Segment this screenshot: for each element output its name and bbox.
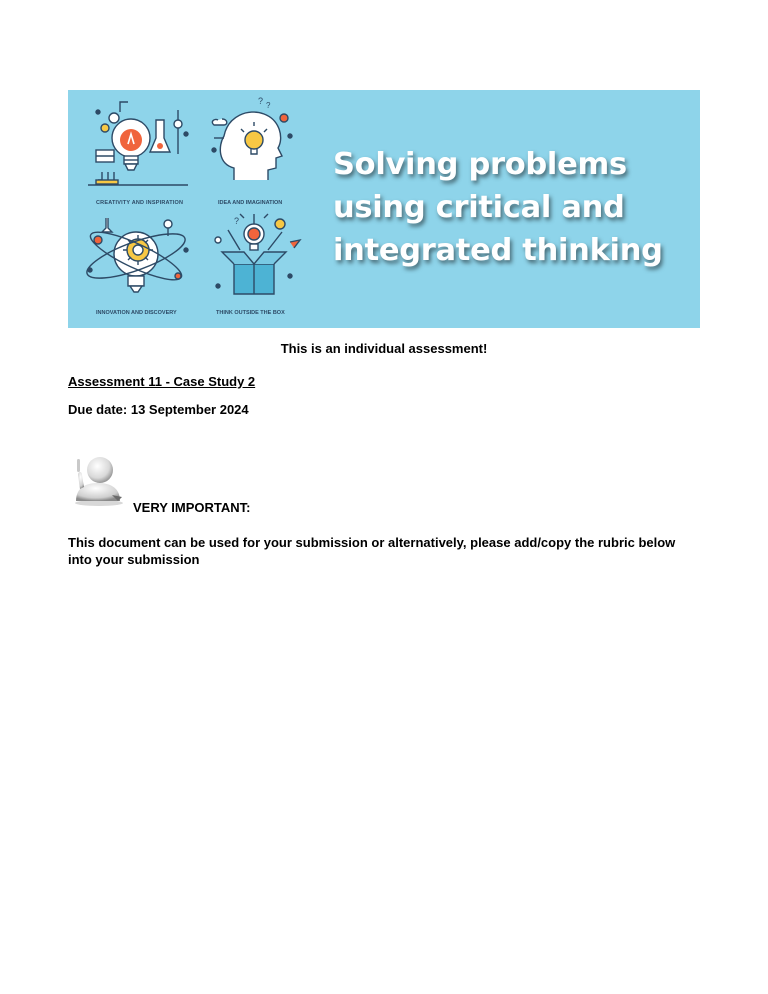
submission-instructions: This document can be used for your submission or alternatively, please add/copy the rubric below into your submission bbox=[68, 535, 676, 567]
due-date: Due date: 13 September 2024 bbox=[68, 402, 249, 417]
caption-creativity: CREATIVITY AND INSPIRATION bbox=[96, 200, 184, 206]
very-important-label: VERY IMPORTANT: bbox=[133, 500, 251, 515]
banner-title bbox=[333, 143, 693, 272]
individual-assessment-note: This is an individual assessment! bbox=[280, 341, 488, 356]
head-idea-icon bbox=[212, 96, 292, 180]
banner-title-line: integrated thinking bbox=[333, 233, 663, 268]
gear-lightbulb-icon bbox=[82, 218, 189, 292]
caption-innovation: INNOVATION AND DISCOVERY bbox=[96, 310, 177, 316]
assessment-title: Assessment 11 - Case Study 2 bbox=[68, 374, 256, 389]
svg-text:?: ? bbox=[234, 216, 240, 226]
svg-text:?: ? bbox=[266, 101, 271, 110]
open-box-icon bbox=[215, 214, 300, 294]
caption-idea: IDEA AND IMAGINATION bbox=[218, 200, 283, 206]
pointing-figure-icon bbox=[68, 455, 126, 507]
lightbulb-lab-icon bbox=[88, 102, 188, 185]
banner-title-line: Solving problems bbox=[333, 147, 627, 182]
svg-text:?: ? bbox=[258, 96, 264, 106]
banner-title-line: using critical and bbox=[333, 190, 625, 225]
header-banner-image bbox=[68, 90, 700, 328]
caption-outside-box: THINK OUTSIDE THE BOX bbox=[216, 310, 285, 316]
